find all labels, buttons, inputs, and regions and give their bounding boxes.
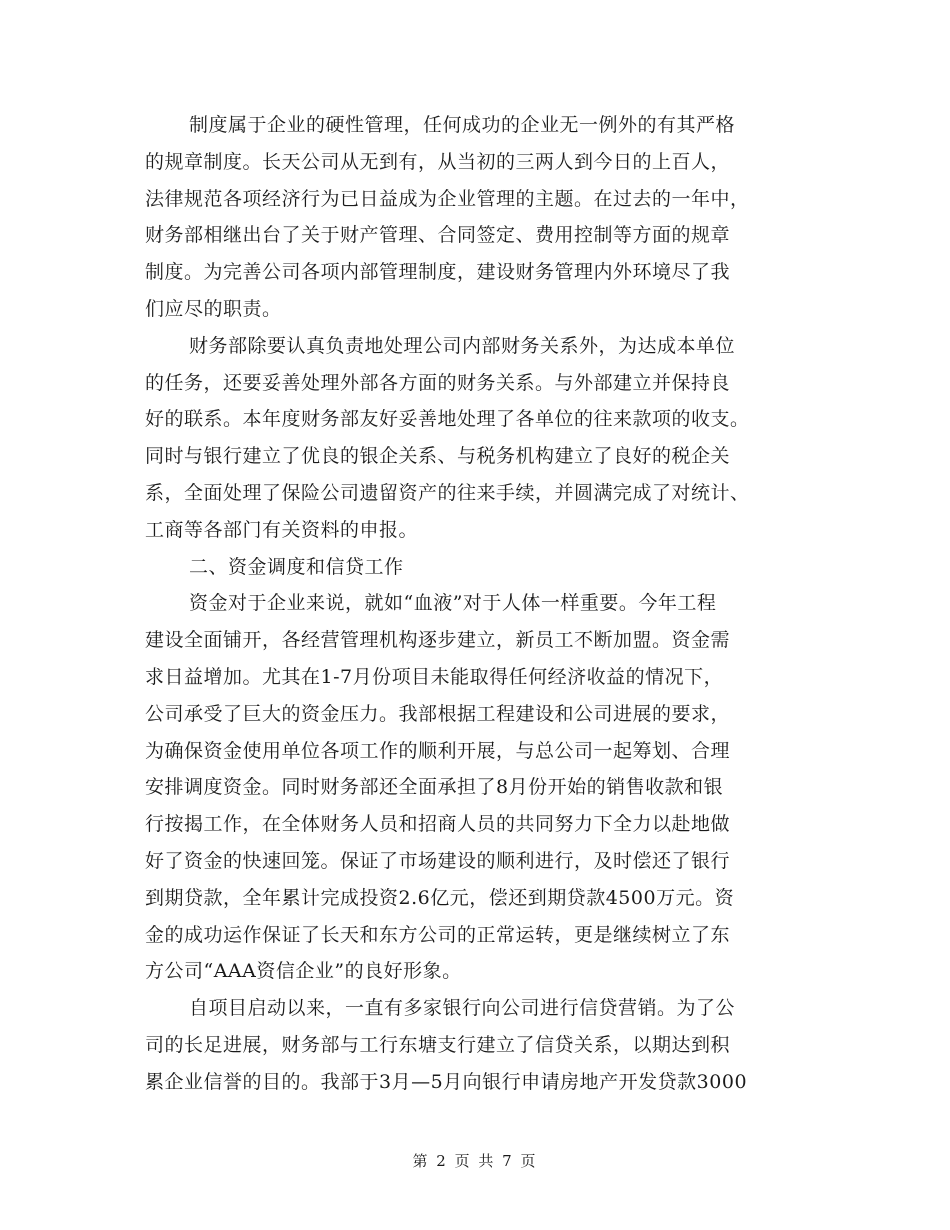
paragraph-line: 方公司“AAA资信企业”的良好形象。 [145,960,462,983]
paragraph-line: 同时与银行建立了优良的银企关系、与税务机构建立了良好的税企关 [145,445,731,468]
document-body [145,107,815,1101]
paragraph-line: 司的长足进展，财务部与工行东塘支行建立了信贷关系，以期达到积 [145,1033,731,1056]
paragraph-line: 资金对于企业来说，就如“血液”对于人体一样重要。今年工程 [189,592,717,615]
paragraph-line: 工商等各部门有关资料的申报。 [145,518,419,541]
paragraph-line: 财务部相继出台了关于财产管理、合同签定、费用控制等方面的规章 [145,224,731,247]
paragraph-line: 制度属于企业的硬性管理，任何成功的企业无一例外的有其严格 [189,114,736,136]
paragraph-line: 好的联系。本年度财务部友好妥善地处理了各单位的往来款项的收支。 [145,408,750,431]
paragraph-line: 们应尽的职责。 [145,297,282,320]
paragraph-line: 财务部除要认真负责地处理公司内部财务关系外，为达成本单位 [189,334,736,357]
paragraph-line: 安排调度资金。同时财务部还全面承担了8月份开始的销售收款和银 [145,776,724,799]
paragraph-line: 累企业信誉的目的。我部于3月—5月向银行申请房地产开发贷款3000 [145,1070,748,1093]
paragraph-line: 公司承受了巨大的资金压力。我部根据工程建设和公司进展的要求， [145,702,731,725]
paragraph-line: 求日益增加。尤其在1-7月份项目未能取得任何经济收益的情况下， [145,665,724,688]
paragraph-line: 自项目启动以来，一直有多家银行向公司进行信贷营销。为了公 [189,997,736,1020]
paragraph-line: 行按揭工作，在全体财务人员和招商人员的共同努力下全力以赴地做 [145,813,731,836]
paragraph-line: 金的成功运作保证了长天和东方公司的正常运转，更是继续树立了东 [145,923,731,946]
paragraph-line: 制度。为完善公司各项内部管理制度，建设财务管理内外环境尽了我 [145,261,731,284]
paragraph-line: 的规章制度。长天公司从无到有，从当初的三两人到今日的上百人， [145,150,731,173]
paragraph-line: 为确保资金使用单位各项工作的顺利开展，与总公司一起筹划、合理 [145,739,731,762]
paragraph-line: 法律规范各项经济行为已日益成为企业管理的主题。在过去的一年中， [145,187,750,210]
paragraph-line: 好了资金的快速回笼。保证了市场建设的顺利进行，及时偿还了银行 [145,849,731,872]
paragraph-line: 建设全面铺开，各经营管理机构逐步建立，新员工不断加盟。资金需 [145,629,731,652]
paragraph-line: 系，全面处理了保险公司遗留资产的往来手续，并圆满完成了对统计、 [145,481,750,504]
paragraph-line: 的任务，还要妥善处理外部各方面的财务关系。与外部建立并保持良 [145,371,731,394]
section-heading: 二、资金调度和信贷工作 [189,555,404,578]
paragraph-line: 到期贷款，全年累计完成投资2.6亿元，偿还到期贷款4500万元。资 [145,886,735,909]
page-number-footer: 第 2 页 共 7 页 [412,1152,538,1170]
